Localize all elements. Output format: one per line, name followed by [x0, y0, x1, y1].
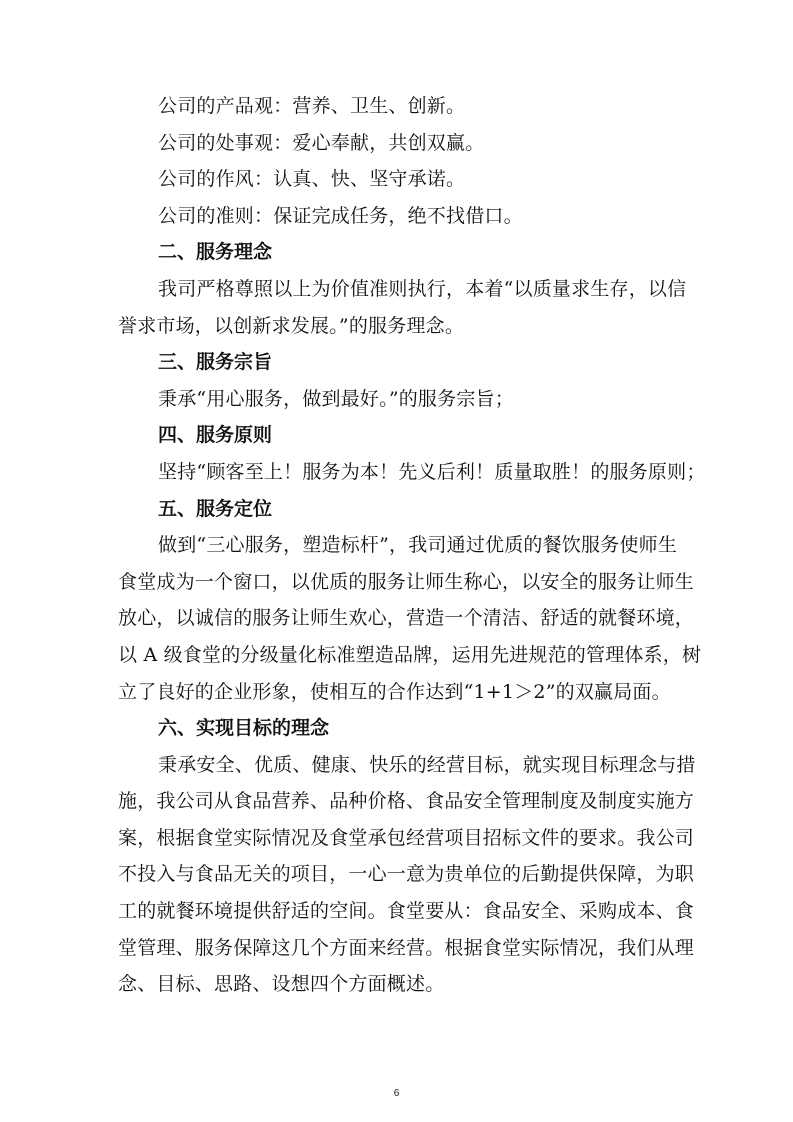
paragraph-line: 公司的处事观：爱心奉献，共创双赢。 — [158, 131, 485, 154]
section-heading: 四、服务原则 — [158, 424, 273, 447]
document-body — [118, 88, 706, 1003]
section-heading: 六、实现目标的理念 — [158, 717, 330, 740]
paragraph-line: 施，我公司从食品营养、品种价格、食品安全管理制度及制度实施方 — [118, 790, 695, 813]
section-heading: 五、服务定位 — [158, 497, 273, 520]
paragraph-line: 做到“三心服务，塑造标杆”，我司通过优质的餐饮服务使师生 — [158, 534, 678, 557]
paragraph-line: 食堂成为一个窗口，以优质的服务让师生称心，以安全的服务让师生 — [118, 570, 695, 593]
paragraph-line: 公司的准则：保证完成任务，绝不找借口。 — [158, 204, 523, 227]
page-number: 6 — [393, 1088, 400, 1099]
paragraph-line: 放心，以诚信的服务让师生欢心，营造一个清洁、舒适的就餐环境， — [118, 607, 695, 630]
paragraph-line: 堂管理、服务保障这几个方面来经营。根据食堂实际情况，我们从理 — [118, 936, 695, 959]
section-heading: 三、服务宗旨 — [158, 351, 273, 374]
paragraph-line: 公司的产品观：营养、卫生、创新。 — [158, 95, 466, 117]
paragraph-line: 案，根据食堂实际情况及食堂承包经营项目招标文件的要求。我公司 — [118, 826, 695, 849]
paragraph-line: 誉求市场，以创新求发展。”的服务理念。 — [118, 314, 465, 337]
paragraph-line: 我司严格尊照以上为价值准则执行，本着“以质量求生存，以信 — [158, 277, 687, 300]
paragraph-line: 秉承“用心服务，做到最好。”的服务宗旨； — [158, 387, 514, 410]
paragraph-line: 公司的作风：认真、快、坚守承诺。 — [158, 168, 466, 191]
paragraph-line: 立了良好的企业形象，使相互的合作达到“1+1＞2”的双赢局面。 — [118, 680, 671, 703]
paragraph-line: 秉承安全、优质、健康、快乐的经营目标，就实现目标理念与措 — [158, 753, 696, 776]
section-heading: 二、服务理念 — [158, 241, 273, 264]
paragraph-line: 念、目标、思路、设想四个方面概述。 — [118, 973, 445, 996]
paragraph-line: 以 A 级食堂的分级量化标准塑造品牌，运用先进规范的管理体系，树 — [118, 643, 702, 666]
paragraph-line: 不投入与食品无关的项目，一心一意为贵单位的后勤提供保障，为职 — [118, 863, 695, 886]
paragraph-line: 工的就餐环境提供舒适的空间。食堂要从：食品安全、采购成本、食 — [118, 900, 695, 923]
paragraph-line: 坚持“顾客至上！服务为本！先义后利！质量取胜！的服务原则； — [158, 460, 706, 483]
